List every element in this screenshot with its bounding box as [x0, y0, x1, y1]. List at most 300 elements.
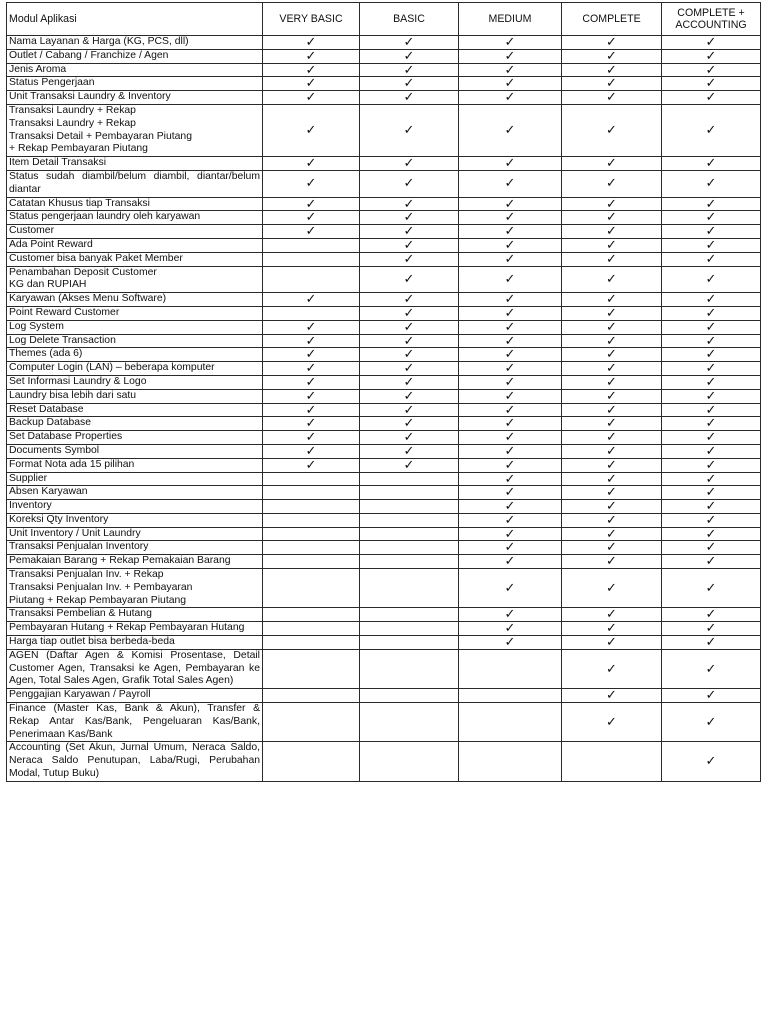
check-mark-icon: ✓: [504, 429, 516, 445]
check-mark-icon: ✓: [705, 539, 717, 555]
check-mark-icon: ✓: [705, 687, 717, 703]
module-name-cell: Status sudah diambil/belum diambil, diantar/belum diantar: [7, 170, 263, 197]
table-row: [7, 36, 761, 50]
check-cell: [459, 170, 562, 197]
check-mark-icon: ✓: [606, 291, 617, 307]
check-mark-icon: ✓: [606, 634, 617, 650]
table-row: [7, 622, 761, 636]
module-name-cell: Pembayaran Hutang + Rekap Pembayaran Hutang: [7, 622, 263, 636]
check-mark-icon: ✓: [705, 429, 717, 445]
check-cell: [263, 689, 360, 703]
table-row: [7, 238, 761, 252]
module-name-cell: Log System: [7, 320, 263, 334]
check-mark-icon: ✓: [305, 318, 317, 334]
check-mark-icon: ✓: [504, 89, 516, 105]
check-mark-icon: ✓: [606, 713, 617, 729]
check-cell: [360, 636, 459, 650]
check-cell: [662, 91, 761, 105]
check-mark-icon: ✓: [504, 175, 516, 191]
check-mark-icon: ✓: [504, 346, 516, 362]
module-name-cell: Customer bisa banyak Paket Member: [7, 252, 263, 266]
check-cell: [360, 486, 459, 500]
table-row: [7, 555, 761, 569]
check-cell: [360, 703, 459, 742]
check-cell: [459, 703, 562, 742]
check-mark-icon: ✓: [504, 75, 516, 91]
check-cell: [263, 541, 360, 555]
check-mark-icon: ✓: [305, 442, 317, 458]
check-cell: [562, 266, 662, 293]
check-mark-icon: ✓: [606, 373, 617, 389]
check-mark-icon: ✓: [504, 236, 516, 252]
check-mark-icon: ✓: [606, 470, 617, 486]
check-mark-icon: ✓: [606, 223, 617, 239]
check-mark-icon: ✓: [705, 442, 717, 458]
check-mark-icon: ✓: [305, 209, 317, 225]
check-mark-icon: ✓: [606, 34, 617, 49]
header-complete-accounting: COMPLETE + ACCOUNTING: [662, 3, 761, 36]
check-mark-icon: ✓: [606, 429, 617, 445]
check-mark-icon: ✓: [504, 250, 516, 266]
check-mark-icon: ✓: [705, 47, 717, 63]
module-name-cell: Karyawan (Akses Menu Software): [7, 293, 263, 307]
check-cell: [562, 91, 662, 105]
check-cell: [562, 170, 662, 197]
check-mark-icon: ✓: [504, 270, 516, 286]
module-name-cell: Nama Layanan & Harga (KG, PCS, dll): [7, 36, 263, 50]
check-cell: [662, 742, 761, 781]
check-cell: [263, 266, 360, 293]
module-name-cell: Transaksi Pembelian & Hutang: [7, 608, 263, 622]
check-mark-icon: ✓: [606, 122, 617, 138]
check-cell: [459, 689, 562, 703]
table-row: [7, 541, 761, 555]
table-row: [7, 91, 761, 105]
check-mark-icon: ✓: [504, 223, 516, 239]
check-cell: [662, 170, 761, 197]
check-mark-icon: ✓: [606, 498, 617, 514]
check-mark-icon: ✓: [403, 122, 415, 138]
table-row: [7, 431, 761, 445]
table-row: [7, 334, 761, 348]
check-mark-icon: ✓: [705, 236, 717, 252]
check-cell: [360, 266, 459, 293]
check-cell: [662, 252, 761, 266]
table-row: [7, 362, 761, 376]
check-mark-icon: ✓: [403, 175, 415, 191]
check-cell: [562, 742, 662, 781]
module-name-cell: Laundry bisa lebih dari satu: [7, 389, 263, 403]
check-cell: [263, 703, 360, 742]
check-cell: [360, 527, 459, 541]
check-mark-icon: ✓: [504, 387, 516, 403]
check-mark-icon: ✓: [606, 175, 617, 191]
check-cell: [263, 293, 360, 307]
check-cell: [459, 266, 562, 293]
table-row: [7, 513, 761, 527]
check-mark-icon: ✓: [606, 360, 617, 376]
table-row: [7, 444, 761, 458]
table-row: [7, 458, 761, 472]
check-cell: [263, 238, 360, 252]
check-mark-icon: ✓: [504, 511, 516, 527]
check-mark-icon: ✓: [705, 318, 717, 334]
check-mark-icon: ✓: [504, 539, 516, 555]
check-cell: [662, 703, 761, 742]
check-mark-icon: ✓: [403, 401, 415, 417]
check-cell: [360, 91, 459, 105]
check-mark-icon: ✓: [305, 122, 317, 138]
check-mark-icon: ✓: [705, 250, 717, 266]
check-mark-icon: ✓: [403, 346, 415, 362]
check-mark-icon: ✓: [403, 318, 415, 334]
check-mark-icon: ✓: [504, 304, 516, 320]
check-mark-icon: ✓: [403, 360, 415, 376]
module-name-cell: Harga tiap outlet bisa berbeda-beda: [7, 636, 263, 650]
table-row: [7, 348, 761, 362]
check-cell: [263, 622, 360, 636]
check-cell: [263, 472, 360, 486]
check-cell: [459, 649, 562, 688]
check-mark-icon: ✓: [705, 387, 717, 403]
check-mark-icon: ✓: [305, 47, 317, 63]
check-mark-icon: ✓: [305, 89, 317, 105]
check-mark-icon: ✓: [403, 47, 415, 63]
check-mark-icon: ✓: [705, 579, 717, 595]
check-mark-icon: ✓: [705, 304, 717, 320]
check-mark-icon: ✓: [403, 415, 415, 431]
check-mark-icon: ✓: [705, 373, 717, 389]
check-cell: [263, 513, 360, 527]
module-name-cell: Penambahan Deposit Customer KG dan RUPIAH: [7, 266, 263, 293]
table-row: [7, 170, 761, 197]
check-mark-icon: ✓: [705, 34, 717, 49]
check-mark-icon: ✓: [305, 332, 317, 348]
check-mark-icon: ✓: [606, 209, 617, 225]
check-mark-icon: ✓: [305, 401, 317, 417]
header-complete: COMPLETE: [562, 3, 662, 36]
check-cell: [263, 527, 360, 541]
check-cell: [360, 458, 459, 472]
check-mark-icon: ✓: [606, 195, 617, 211]
check-mark-icon: ✓: [606, 620, 617, 636]
check-mark-icon: ✓: [606, 236, 617, 252]
check-cell: [263, 608, 360, 622]
check-mark-icon: ✓: [705, 89, 717, 105]
check-mark-icon: ✓: [705, 498, 717, 514]
table-row: [7, 252, 761, 266]
check-mark-icon: ✓: [705, 61, 717, 77]
table-row: [7, 157, 761, 171]
check-cell: [360, 608, 459, 622]
check-mark-icon: ✓: [705, 195, 717, 211]
check-cell: [662, 555, 761, 569]
check-mark-icon: ✓: [305, 155, 317, 171]
module-name-cell: AGEN (Daftar Agen & Komisi Prosentase, Detail Customer Agen, Transaksi ke Agen, Pembayaran ke Agen, Total Sales Agen, Grafik Total Sales Agen): [7, 649, 263, 688]
check-mark-icon: ✓: [403, 456, 415, 472]
table-row: [7, 389, 761, 403]
check-mark-icon: ✓: [504, 360, 516, 376]
check-cell: [662, 104, 761, 156]
table-row: [7, 742, 761, 781]
check-mark-icon: ✓: [305, 75, 317, 91]
check-cell: [263, 569, 360, 608]
check-cell: [263, 91, 360, 105]
check-mark-icon: ✓: [504, 470, 516, 486]
check-mark-icon: ✓: [403, 61, 415, 77]
check-mark-icon: ✓: [403, 34, 415, 49]
check-cell: [360, 170, 459, 197]
check-mark-icon: ✓: [305, 429, 317, 445]
header-row: [7, 3, 761, 36]
check-mark-icon: ✓: [705, 401, 717, 417]
check-mark-icon: ✓: [606, 61, 617, 77]
check-mark-icon: ✓: [705, 713, 717, 729]
module-name-cell: Catatan Khusus tiap Transaksi: [7, 197, 263, 211]
check-cell: [263, 486, 360, 500]
check-cell: [360, 513, 459, 527]
module-name-cell: Documents Symbol: [7, 444, 263, 458]
check-mark-icon: ✓: [504, 498, 516, 514]
check-mark-icon: ✓: [403, 332, 415, 348]
check-mark-icon: ✓: [504, 318, 516, 334]
check-cell: [562, 649, 662, 688]
check-cell: [360, 157, 459, 171]
check-mark-icon: ✓: [705, 620, 717, 636]
check-mark-icon: ✓: [504, 484, 516, 500]
check-cell: [360, 742, 459, 781]
check-mark-icon: ✓: [606, 442, 617, 458]
check-cell: [562, 104, 662, 156]
check-cell: [459, 636, 562, 650]
check-cell: [263, 742, 360, 781]
check-mark-icon: ✓: [705, 270, 717, 286]
module-name-cell: Transaksi Penjualan Inventory: [7, 541, 263, 555]
check-mark-icon: ✓: [705, 456, 717, 472]
check-cell: [263, 649, 360, 688]
check-mark-icon: ✓: [305, 387, 317, 403]
check-mark-icon: ✓: [504, 122, 516, 138]
check-cell: [459, 91, 562, 105]
check-mark-icon: ✓: [606, 304, 617, 320]
check-mark-icon: ✓: [504, 442, 516, 458]
check-cell: [459, 555, 562, 569]
check-mark-icon: ✓: [504, 620, 516, 636]
table-row: [7, 486, 761, 500]
module-name-cell: Status Pengerjaan: [7, 77, 263, 91]
check-mark-icon: ✓: [504, 47, 516, 63]
table-row: [7, 320, 761, 334]
check-mark-icon: ✓: [504, 415, 516, 431]
table-row: [7, 225, 761, 239]
table-row: [7, 266, 761, 293]
check-mark-icon: ✓: [606, 606, 617, 622]
table-row: [7, 197, 761, 211]
check-mark-icon: ✓: [705, 175, 717, 191]
check-mark-icon: ✓: [606, 318, 617, 334]
table-row: [7, 306, 761, 320]
check-cell: [562, 555, 662, 569]
table-row: [7, 527, 761, 541]
check-mark-icon: ✓: [504, 456, 516, 472]
check-mark-icon: ✓: [705, 553, 717, 569]
module-name-cell: Supplier: [7, 472, 263, 486]
module-name-cell: Unit Inventory / Unit Laundry: [7, 527, 263, 541]
header-basic: BASIC: [360, 3, 459, 36]
table-row: [7, 211, 761, 225]
check-mark-icon: ✓: [606, 387, 617, 403]
check-mark-icon: ✓: [305, 175, 317, 191]
table-row: [7, 375, 761, 389]
table-row: [7, 403, 761, 417]
check-cell: [459, 104, 562, 156]
check-mark-icon: ✓: [606, 511, 617, 527]
module-name-cell: Point Reward Customer: [7, 306, 263, 320]
check-mark-icon: ✓: [705, 155, 717, 171]
check-mark-icon: ✓: [504, 195, 516, 211]
check-mark-icon: ✓: [403, 209, 415, 225]
check-mark-icon: ✓: [705, 753, 717, 769]
check-cell: [360, 569, 459, 608]
check-mark-icon: ✓: [606, 525, 617, 541]
check-mark-icon: ✓: [606, 47, 617, 63]
table-row: [7, 417, 761, 431]
check-mark-icon: ✓: [403, 236, 415, 252]
check-cell: [263, 555, 360, 569]
check-mark-icon: ✓: [403, 270, 415, 286]
module-name-cell: Outlet / Cabang / Franchize / Agen: [7, 49, 263, 63]
check-mark-icon: ✓: [504, 401, 516, 417]
check-mark-icon: ✓: [504, 209, 516, 225]
check-mark-icon: ✓: [305, 34, 317, 49]
check-mark-icon: ✓: [705, 291, 717, 307]
check-mark-icon: ✓: [705, 223, 717, 239]
header-very-basic: VERY BASIC: [263, 3, 360, 36]
check-mark-icon: ✓: [606, 250, 617, 266]
check-mark-icon: ✓: [606, 401, 617, 417]
module-name-cell: Set Informasi Laundry & Logo: [7, 375, 263, 389]
module-name-cell: Koreksi Qty Inventory: [7, 513, 263, 527]
check-mark-icon: ✓: [606, 553, 617, 569]
module-name-cell: Absen Karyawan: [7, 486, 263, 500]
check-cell: [263, 636, 360, 650]
check-mark-icon: ✓: [305, 346, 317, 362]
check-mark-icon: ✓: [606, 270, 617, 286]
check-cell: [562, 252, 662, 266]
check-mark-icon: ✓: [705, 660, 717, 676]
module-name-cell: Inventory: [7, 500, 263, 514]
check-mark-icon: ✓: [305, 291, 317, 307]
check-cell: [263, 500, 360, 514]
check-mark-icon: ✓: [606, 660, 617, 676]
check-mark-icon: ✓: [606, 332, 617, 348]
check-mark-icon: ✓: [504, 34, 516, 49]
check-mark-icon: ✓: [403, 250, 415, 266]
check-mark-icon: ✓: [504, 373, 516, 389]
check-mark-icon: ✓: [504, 525, 516, 541]
check-mark-icon: ✓: [403, 155, 415, 171]
check-mark-icon: ✓: [606, 89, 617, 105]
module-name-cell: Log Delete Transaction: [7, 334, 263, 348]
check-cell: [562, 636, 662, 650]
check-cell: [263, 104, 360, 156]
check-mark-icon: ✓: [403, 223, 415, 239]
table-row: [7, 77, 761, 91]
check-mark-icon: ✓: [705, 511, 717, 527]
check-mark-icon: ✓: [606, 415, 617, 431]
module-name-cell: Ada Point Reward: [7, 238, 263, 252]
check-cell: [263, 225, 360, 239]
check-mark-icon: ✓: [305, 373, 317, 389]
check-mark-icon: ✓: [305, 360, 317, 376]
check-mark-icon: ✓: [305, 195, 317, 211]
check-mark-icon: ✓: [403, 291, 415, 307]
check-mark-icon: ✓: [606, 539, 617, 555]
module-name-cell: Reset Database: [7, 403, 263, 417]
check-cell: [459, 742, 562, 781]
table-row: [7, 472, 761, 486]
check-mark-icon: ✓: [705, 75, 717, 91]
check-mark-icon: ✓: [705, 122, 717, 138]
check-mark-icon: ✓: [403, 75, 415, 91]
check-cell: [562, 157, 662, 171]
check-cell: [662, 636, 761, 650]
check-cell: [562, 689, 662, 703]
feature-comparison-table: [6, 2, 761, 782]
check-cell: [360, 500, 459, 514]
check-mark-icon: ✓: [504, 634, 516, 650]
check-mark-icon: ✓: [403, 304, 415, 320]
module-name-cell: Format Nota ada 15 pilihan: [7, 458, 263, 472]
check-cell: [263, 252, 360, 266]
check-mark-icon: ✓: [606, 579, 617, 595]
check-cell: [360, 622, 459, 636]
check-mark-icon: ✓: [403, 373, 415, 389]
check-cell: [360, 252, 459, 266]
table-row: [7, 703, 761, 742]
check-mark-icon: ✓: [504, 553, 516, 569]
check-mark-icon: ✓: [305, 415, 317, 431]
check-mark-icon: ✓: [403, 429, 415, 445]
check-cell: [562, 569, 662, 608]
check-mark-icon: ✓: [705, 332, 717, 348]
check-cell: [459, 569, 562, 608]
check-mark-icon: ✓: [305, 61, 317, 77]
check-mark-icon: ✓: [705, 346, 717, 362]
check-mark-icon: ✓: [705, 634, 717, 650]
module-name-cell: Status pengerjaan laundry oleh karyawan: [7, 211, 263, 225]
check-cell: [263, 170, 360, 197]
module-name-cell: Customer: [7, 225, 263, 239]
check-mark-icon: ✓: [504, 579, 516, 595]
check-mark-icon: ✓: [705, 470, 717, 486]
check-cell: [360, 104, 459, 156]
check-mark-icon: ✓: [403, 89, 415, 105]
check-mark-icon: ✓: [705, 209, 717, 225]
module-name-cell: Computer Login (LAN) – beberapa komputer: [7, 362, 263, 376]
module-name-cell: Backup Database: [7, 417, 263, 431]
check-cell: [263, 157, 360, 171]
check-cell: [360, 555, 459, 569]
table-row: [7, 104, 761, 156]
check-mark-icon: ✓: [504, 291, 516, 307]
module-name-cell: Transaksi Laundry + Rekap Transaksi Laundry + Rekap Transaksi Detail + Pembayaran Piutang + Rekap Pembayaran Piutang: [7, 104, 263, 156]
table-row: [7, 636, 761, 650]
check-cell: [662, 689, 761, 703]
check-cell: [662, 266, 761, 293]
check-mark-icon: ✓: [705, 360, 717, 376]
module-name-cell: Themes (ada 6): [7, 348, 263, 362]
